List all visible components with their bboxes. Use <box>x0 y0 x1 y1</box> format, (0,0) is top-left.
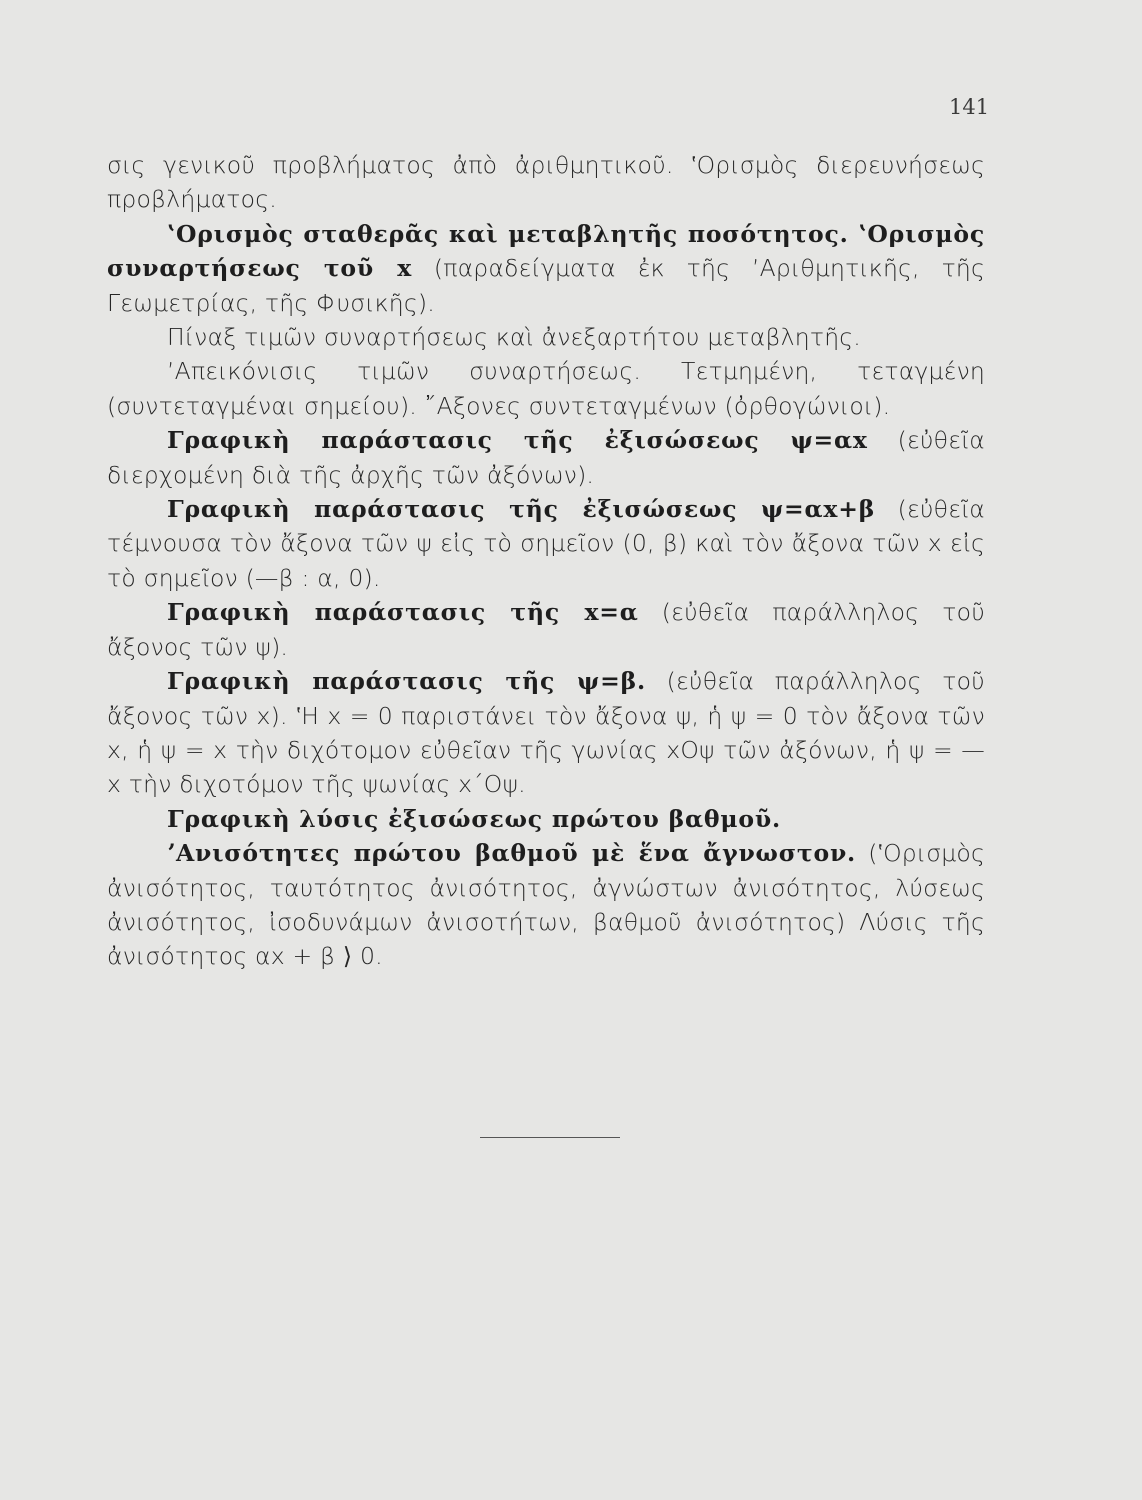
paragraph <box>107 492 985 595</box>
paragraph-text: (εὐθεῖα παράλληλος τοῦ ἄξονος τῶν ψ). <box>107 598 985 661</box>
paragraph <box>107 595 985 664</box>
paragraph <box>107 423 985 492</box>
paragraph-heading: ʼΑνισότητες πρώτου βαθμοῦ μὲ ἕνα ἄγνωστον. <box>167 839 857 868</box>
paragraph <box>107 836 985 974</box>
paragraph-heading: Γραφικὴ παράστασις τῆς ψ=β. <box>167 667 646 696</box>
paragraph-heading: Γραφικὴ παράστασις τῆς x=α <box>167 598 639 627</box>
paragraph-heading: ʽΟρισμὸς σταθερᾶς καὶ μεταβλητῆς ποσότητος. ʽΟρισμὸς συναρτήσεως τοῦ x <box>107 219 985 283</box>
body-text <box>107 148 985 974</box>
paragraph-text: (παραδείγματα ἐκ τῆς ʼΑριθμητικῆς, τῆς Γεωμετρίας, τῆς Φυσικῆς). <box>107 254 986 317</box>
paragraph <box>107 320 985 354</box>
paragraph-text: (εὐθεῖα διερχομένη διὰ τῆς ἀρχῆς τῶν ἀξόνων). <box>107 426 985 489</box>
page-number: 141 <box>949 95 990 119</box>
paragraph-text: (εὐθεῖα τέμνουσα τὸν ἄξονα τῶν ψ εἰς τὸ σημεῖον (0, β) καὶ τὸν ἄξονα τῶν x εἰς τὸ σημεῖον (—β : α, 0). <box>107 495 985 592</box>
paragraph <box>107 217 985 320</box>
paragraph-text: Πίναξ τιμῶν συναρτήσεως καὶ ἀνεξαρτήτου μεταβλητῆς. <box>167 323 861 352</box>
paragraph-text: (εὐθεῖα παράλληλος τοῦ ἄξονος τῶν x). ʽΗ x = 0 παριστάνει τὸν ἄξονα ψ, ἡ ψ = 0 τὸν ἄξονα τῶν x, ἡ ψ = x τὴν διχότομον εὐθεῖαν τῆς γωνίας xOψ τῶν ἀξόνων, ἡ ψ = —x τὴν διχοτόμον τῆς ψωνίας x΄Oψ. <box>107 667 985 799</box>
paragraph-heading: Γραφικὴ λύσις ἐξισώσεως πρώτου βαθμοῦ. <box>167 804 781 833</box>
paragraph-heading: Γραφικὴ παράστασις τῆς ἐξισώσεως ψ=αx <box>167 426 868 455</box>
section-divider <box>480 1137 620 1138</box>
paragraph-text: (ʽΟρισμὸς ἀνισότητος, ταυτότητος ἀνισότητος, ἀγνώστων ἀνισότητος, λύσεως ἀνισότητος, ἰσοδυνάμων ἀνισοτήτων, βαθμοῦ ἀνισότητος) Λύσις τῆς ἀνισότητος αx + β ⟩ 0. <box>107 839 986 971</box>
paragraph <box>107 802 985 836</box>
paragraph <box>107 148 985 217</box>
paragraph <box>107 664 985 802</box>
paragraph-text: σις γενικοῦ προβλήματος ἀπὸ ἀριθμητικοῦ. ʽΟρισμὸς διερευνήσεως προβλήματος. <box>107 151 985 214</box>
paragraph-text: ʼΑπεικόνισις τιμῶν συναρτήσεως. Τετμημένη, τεταγμένη (συντεταγμέναι σημείου). ῎Αξονες συντεταγμένων (ὀρθογώνιοι). <box>107 357 985 420</box>
paragraph-heading: Γραφικὴ παράστασις τῆς ἐξισώσεως ψ=αx+β <box>167 495 876 524</box>
paragraph <box>107 354 985 423</box>
